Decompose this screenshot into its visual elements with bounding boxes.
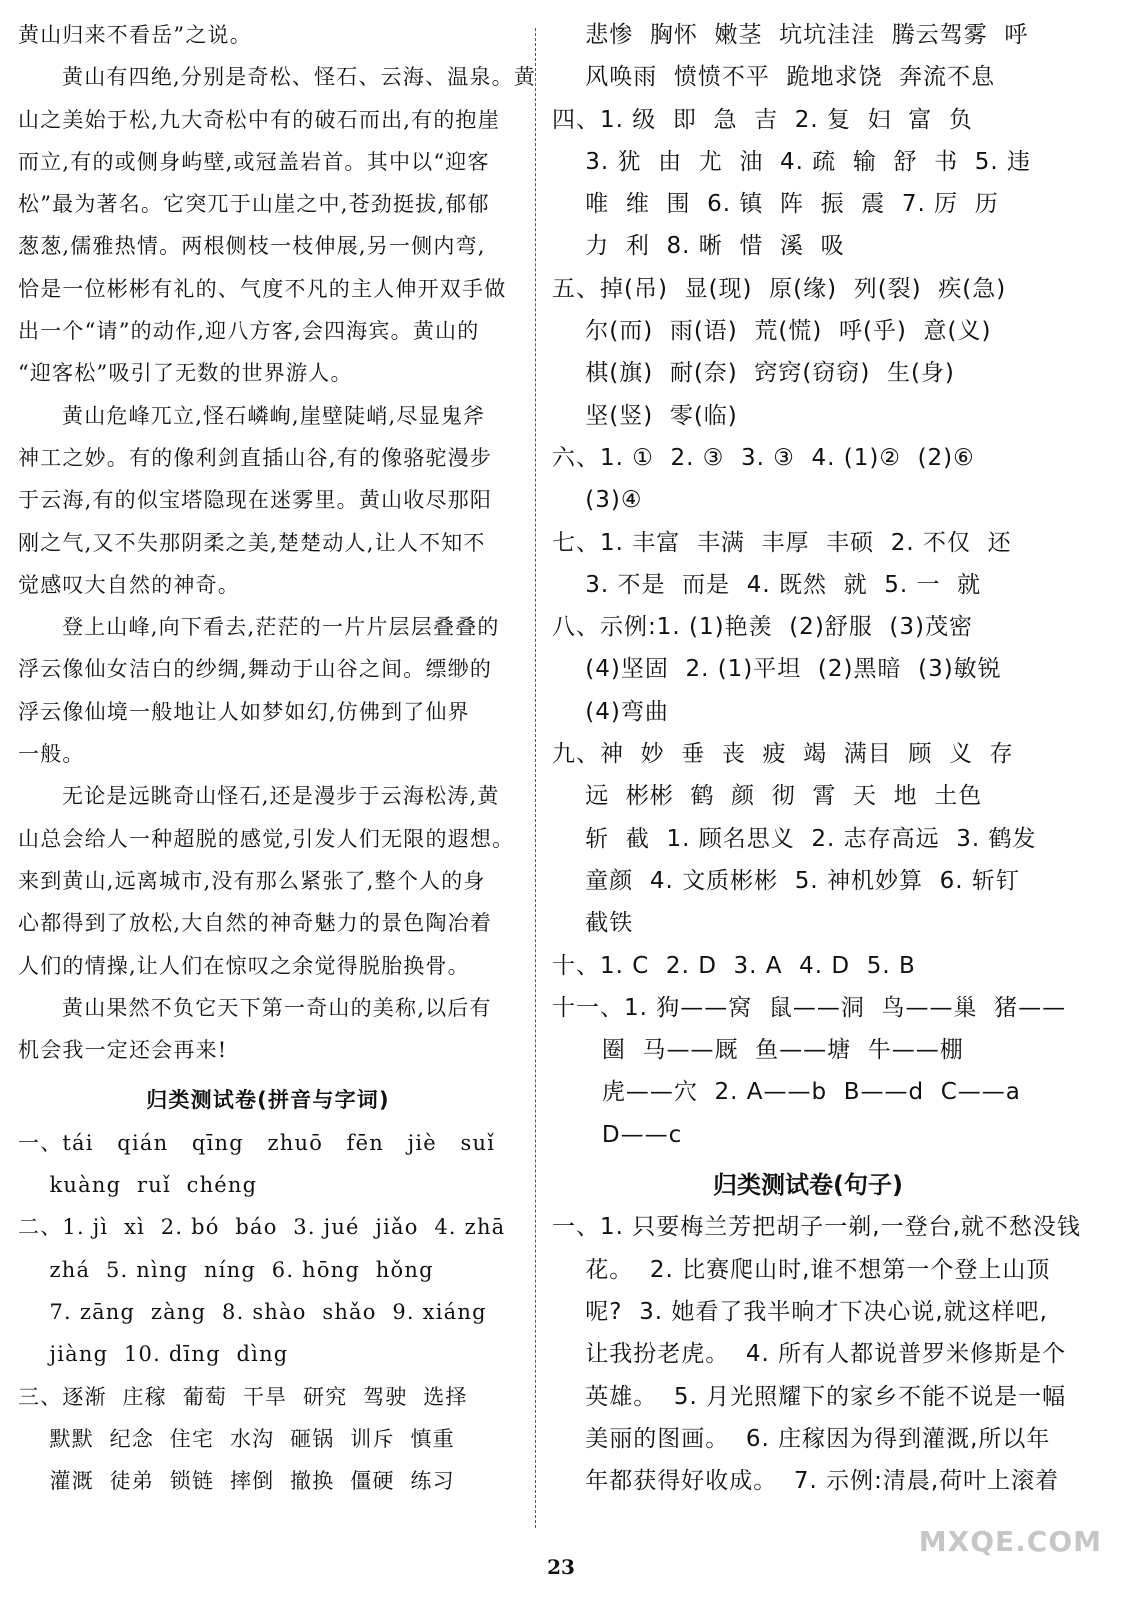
answer-line: zhá 5. nìng níng 6. hōng hǒng [18,1257,434,1282]
answer-line: 7. zāng zàng 8. shào shǎo 9. xiáng [18,1299,487,1324]
essay-line: 浮云像仙境一般地让人如梦如幻,仿佛到了仙界 [18,699,470,724]
answer-line: 棋(旗) 耐(奈) 窍窍(窃窃) 生(身) [552,360,955,387]
answer-line: 悲惨 胸怀 嫩茎 坑坑洼洼 腾云驾雾 呼 [552,22,1029,48]
essay-text [18,14,537,1071]
answer-line: D——c [552,1121,683,1148]
essay-line: 松”最为著名。它突兀于山崖之中,苍劲挺拔,郁郁 [18,192,490,217]
essay-line: “迎客松”吸引了无数的世界游人。 [18,361,353,386]
answer-line: 十、1. C 2. D 3. A 4. D 5. B [552,952,916,979]
answer-line: 六、1. ① 2. ③ 3. ③ 4. (1)② (2)⑥ [552,444,975,471]
answer-line: 坚(竖) 零(临) [552,402,738,429]
essay-line: 刚之气,又不失那阴柔之美,楚楚动人,让人不知不 [18,530,486,555]
answer-line: kuàng ruǐ chéng [18,1173,258,1198]
essay-line: 于云海,有的似宝塔隐现在迷雾里。黄山收尽那阳 [18,488,493,513]
answer-line: (4)弯曲 [552,698,669,725]
answer-line: 3. 犹 由 尤 油 4. 疏 输 舒 书 5. 违 [552,148,1031,175]
answer-line: 远 彬彬 鹤 颜 彻 霄 天 地 土色 [552,783,983,810]
page-number: 23 [547,1555,575,1579]
section-title-sentences: 归类测试卷(句子) [713,1171,903,1200]
answer-line: 美丽的图画。 6. 庄稼因为得到灌溉,所以年 [552,1425,1051,1452]
answer-block-sentences [552,1206,1081,1502]
essay-line: 黄山危峰兀立,怪石嶙峋,崖壁陡峭,尽显鬼斧 [62,403,486,428]
answer-line: 风唤雨 愤愤不平 跪地求饶 奔流不息 [552,64,996,91]
answer-line: 呢? 3. 她看了我半晌才下决心说,就这样吧, [552,1298,1048,1325]
answer-line: 三、逐渐 庄稼 葡萄 干旱 研究 驾驶 选择 [18,1384,468,1409]
section-title-pinyin: 归类测试卷(拼音与字词) [146,1088,390,1113]
answer-line: 灌溉 徒弟 锁链 摔倒 撤换 僵硬 练习 [18,1469,455,1494]
answer-block-words [552,14,1067,1156]
essay-line: 心都得到了放松,大自然的神奇魅力的景色陶冶着 [18,911,493,936]
answer-line: 圈 马——厩 鱼——塘 牛——棚 [552,1037,964,1064]
essay-line: 无论是远眺奇山怪石,还是漫步于云海松涛,黄 [62,784,500,809]
essay-line: 黄山有四绝,分别是奇松、怪石、云海、温泉。黄 [62,65,537,90]
left-column [18,14,537,1502]
essay-line: 黄山归来不看岳”之说。 [18,23,252,47]
answer-line: 截铁 [552,910,634,937]
answer-line: 童颜 4. 文质彬彬 5. 神机妙算 6. 斩钉 [552,867,1020,894]
answer-line: 一、tái qián qīng zhuō fēn jiè suǐ [18,1130,496,1155]
spacer [18,1071,518,1079]
essay-line: 而立,有的或侧身屿壁,或冠盖岩首。其中以“迎客 [18,149,490,174]
answer-line: 年都获得好收成。 7. 示例:清晨,荷叶上滚着 [552,1468,1060,1495]
essay-line: 恰是一位彬彬有礼的、气度不凡的主人伸开双手做 [18,276,507,301]
spacer [552,1156,1064,1164]
answer-line: (4)坚固 2. (1)平坦 (2)黑暗 (3)敏锐 [552,656,1002,683]
right-column [552,14,1081,1502]
essay-line: 出一个“请”的动作,迎八方客,会四海宾。黄山的 [18,319,480,344]
answer-line: 五、掉(吊) 显(现) 原(缘) 列(裂) 疾(急) [552,275,1007,302]
answer-line: 一、1. 只要梅兰芳把胡子一剃,一登台,就不愁没钱 [552,1214,1081,1241]
answer-line: 英雄。 5. 月光照耀下的家乡不能不说是一幅 [552,1383,1067,1410]
answer-line: 七、1. 丰富 丰满 丰厚 丰硕 2. 不仅 还 [552,529,1012,556]
answer-block-pinyin [18,1122,518,1503]
essay-line: 山之美始于松,九大奇松中有的破石而出,有的抱崖 [18,107,500,132]
answer-line: 力 利 8. 晰 惜 溪 吸 [552,233,845,260]
answer-line: 十一、1. 狗——窝 鼠——洞 鸟——巢 猪—— [552,994,1067,1021]
essay-line: 神工之妙。有的像利剑直插山谷,有的像骆驼漫步 [18,445,493,470]
answer-line: 虎——穴 2. A——b B——d C——a [552,1079,1021,1106]
essay-line: 来到黄山,远离城市,没有那么紧张了,整个人的身 [18,868,486,893]
answer-line: 尔(而) 雨(语) 荒(慌) 呼(乎) 意(义) [552,318,992,345]
answer-line: 花。 2. 比赛爬山时,谁不想第一个登上山顶 [552,1256,1051,1283]
answer-line: 默默 纪念 住宅 水沟 砸锅 训斥 慎重 [18,1426,455,1451]
essay-line: 登上山峰,向下看去,茫茫的一片片层层叠叠的 [62,615,500,640]
essay-line: 机会我一定还会再来! [18,1038,228,1063]
essay-line: 一般。 [18,742,85,767]
watermark-logo: MXQE.COM [918,1525,1102,1558]
answer-line: (3)④ [552,487,643,514]
answer-line: 八、示例:1. (1)艳羡 (2)舒服 (3)茂密 [552,614,973,641]
answer-line: 四、1. 级 即 急 吉 2. 复 妇 富 负 [552,106,973,133]
answer-line: 二、1. jì xì 2. bó báo 3. jué jiǎo 4. zhā [18,1215,506,1240]
essay-line: 黄山果然不负它天下第一奇山的美称,以后有 [62,995,492,1020]
answer-line: 3. 不是 而是 4. 既然 就 5. 一 就 [552,571,982,598]
answer-line: jiàng 10. dīng dìng [18,1342,289,1367]
answer-line: 让我扮老虎。 4. 所有人都说普罗米修斯是个 [552,1341,1067,1368]
answer-line: 斩 截 1. 顾名思义 2. 志存高远 3. 鹤发 [552,825,1037,852]
essay-line: 觉感叹大自然的神奇。 [18,572,240,597]
column-divider [535,28,536,1528]
answer-line: 九、神 妙 垂 丧 疲 竭 满目 顾 义 存 [552,741,1014,768]
essay-line: 葱葱,儒雅热情。两根侧枝一枝伸展,另一侧内弯, [18,234,486,259]
essay-line: 浮云像仙女洁白的纱绸,舞动于山谷之间。缥缈的 [18,657,493,682]
essay-line: 山总会给人一种超脱的感觉,引发人们无限的遐想。 [18,826,515,851]
essay-line: 人们的情操,让人们在惊叹之余觉得脱胎换骨。 [18,953,470,978]
answer-line: 唯 维 围 6. 镇 阵 振 震 7. 厉 历 [552,191,999,218]
